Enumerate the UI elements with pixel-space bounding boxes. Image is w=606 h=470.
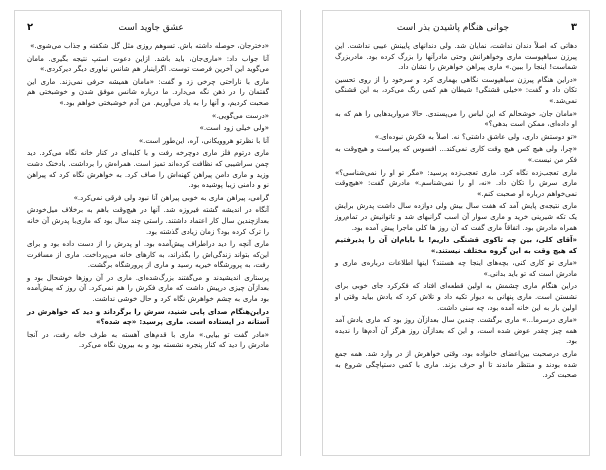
right-page-header [335,21,577,35]
paragraph: «ماری تو کاری کنی، بچه‌های اینجا چه هستند؟ اینها اطلاعات درباره‌ی ماری و مادرش است که تو باید بدانی.» [335,259,577,278]
paragraph: «دخترجان، حوصله داشته باش. تسوهم روزی مثل گل شکفته و جذاب می‌شوی.» [30,42,269,50]
right-page [322,10,590,456]
paragraph: آنا با نظرتو هروویکانی، آره، این‌طور است.» [138,136,269,145]
page-number: ۳ [570,22,577,33]
paragraph: پرستاری اندیشیدند و می‌گفتند بزرگ‌شده‌ای. ماری در آن روزها خوشحال بود و بعدازآن چیزی درپیش داشت که ماری فکرش را هم نمی‌کرد. آن روز که پیش‌آمده بود ماری به چشم خواهرش نگاه کرد و حال خوشی نداشت. [27,273,269,304]
paragraph: «ولی خیلی زود است.» [199,124,269,133]
running-title: عشق جاوید است [118,23,184,33]
paragraph: «تو دوستش داری، ولی عاشق داشتی؟ نه. اصلاً به فکرش نبوده‌ای.» [374,132,577,141]
left-page [14,10,282,456]
paragraph: «مامان جان، خوشحالم که این لباس را می‌پسندی. حالا مروارید‌هایی را هم که به او داده‌ای، ممکن است بدهی؟» [335,109,577,129]
paragraph: دهاتی که اصلاً دندان نداشت، نمایان شد. ولی دندانهای پایینش عیبی نداشت. این پیرزن سیاهپوست ماری وخواهرانش وحتی مادرآنها را بزرگ کرده بود. مادربزرگ شماست! اینجا را ببین.» ماری پیراهن خواهرش را نشان داد. [335,42,577,72]
page-number: ۲ [27,22,34,33]
paragraph: ماری درتوم فلز ماری دوچرخه رفت و با کلبه‌ای در کنار خانه نگاه می‌کرد. دید چمن سراشیبی که نظافت کرده‌اند تمیز است. همراه‌ش را برداشت. بادخنک دشت وزید و ماری دامن پیراهن کهنه‌اش را صاف کرد. به خواهرش نگاه کرد که پیراهن نو و دامنی زیبا پوشیده بود. [27,149,269,190]
paragraph: «دراین هنگام پیرزن سیاهپوست نگاهی بهماری کرد و سرخود را از روی تحسین تکان داد و گفت: «خیلی قشنگی! شیطان هم کمی رنگ می‌کرد، به این قشنگی نمی‌شد.» [335,75,577,105]
paragraph: آنا جواب داد: «ماری‌جان، باید باشد. ازاین دعوت استپ نتیجه بگیری. مامان می‌گوید این آخرین فرصت توست. اگراینبار هم شانس نیاوری دیگر دیرکردی.» [27,54,269,74]
right-page-body [335,41,577,381]
paragraph: دراین‌هنگام صدای پایی شنید، سرش را برگرداند و دید که خواهرش در آستانه در ایستاده است. ماری پرسید: «چه شده؟» [27,307,269,327]
paragraph: «آقای کلی، بین چه تاکوی قشنگی داریم! با بایام‌ان آن را پذیرفتیم که هیچ وقت به این گروه مختلف نیستند.» [335,236,577,255]
paragraph: «ماری درسرما...» ماری برگشت. چندین سال بعدازآن روز بود که ماری یادش آمد همه چیز چقدر عوض شده است، و این که بعدازآن روز هرگز آن آدم‌ها را ندیده بود. [335,316,577,346]
paragraph: «چرا، ولی هیچ کس هیچ وقت کاری نمی‌کند... افسوس که پیراست و هیچ‌وقت به فکر من نیست.» [335,145,577,164]
paragraph: ماری آنچه را دید دراطراف پیش‌آمده بود. او پدرش را از دست داده بود و برای این‌که بتواند زندگی‌اش را بگذراند، به کارهای خانه می‌پرداخت. ماری از مسافرت رفت، به پرورشگاه خیریه رسید و ماری از پرورشگاه برگشت. [27,240,269,270]
paragraph: ماری با ناراحتی چرخی زد و گفت: «مامان همیشه حرفی نمی‌زند. ماری این گفتمان را در ذهن نگه می‌دارد. ما درباره شانس موفق شدن و خوشبختی هم صحبت کردیم، و آنها را به یاد می‌آوریم. من آدم خوشبختی خواهم بود.» [27,77,269,107]
page-gutter [300,10,301,456]
left-page-header [27,21,269,35]
paragraph: ماری نتیجه‌ی پایش آمد که هفت سال بیش ولی دوازده سال داشت‌ پدرش برایش یک تکه شیرینی خرید و ماری سوار آن اسب گرانبهای شد و تاتوانیش در تمام‌روز همراه مادرش بود. اتفاقاً ماری گفت که آن روز ها کلی ماجرا پیش آمده بود. [335,202,577,232]
paragraph: آنگاه در اندیشه گشته فیروزه شد. آنها در هیچ‌وقت باهم به برخلاف میل‌خودش بعدازچندین سال کار اعتماد داشتند. راستی چند سال بود که ماری‌با پدرش آن خانه را ترک کرده بود؟ زمان زیادی گذشته بود. [27,206,269,236]
paragraph: ماری درصحبت بین‌اعضای خانواده بود، وقتی خواهرش از در وارد شد. همه جمع شده بودند و منتظر ماندند تا او حرف بزند. ماری با کمی دستپاچگی شروع به صحبت کرد. [335,350,577,380]
paragraph: گرامی، پیراهن ماری به خوبی پیراهن آنا نبود ولی فرقی نمی‌کرد.» [73,193,269,202]
paragraph: ماری تعجب‌زده نگاه کرد. ماری تعجب‌زده پرسید: «مگر تو او را نمی‌شناسی؟» ماری سرش را تکان داد. «نه، او را نمی‌شناسم.» مادرش گفت: «هیچ‌وقت نمی‌خواهم درباره او صحبت کنم.» [335,168,577,198]
paragraph: «مادر گفت تو بیایی.» ماری با قدم‌های آهسته به طرف خانه رفت، در آنجا مادرش را دید که کنار پنجره نشسته بود و به بیرون نگاه می‌کرد. [27,330,269,350]
paragraph: «درست می‌گویی.» [211,111,269,120]
running-title: جوانی هنگام پاشیدن بذر است [396,23,510,33]
paragraph: دراین هنگام ماری چشمش به اولین قطعه‌ای افتاد که فکرکرد جای خوبی برای نشستن است. ماری پنهانی به دیوار تکیه داد و تلاش کرد که یادش بیاید وقتی او اولین بار به این خانه آمده بود، چه سنی داشت. [335,282,577,312]
left-page-body [27,41,269,351]
